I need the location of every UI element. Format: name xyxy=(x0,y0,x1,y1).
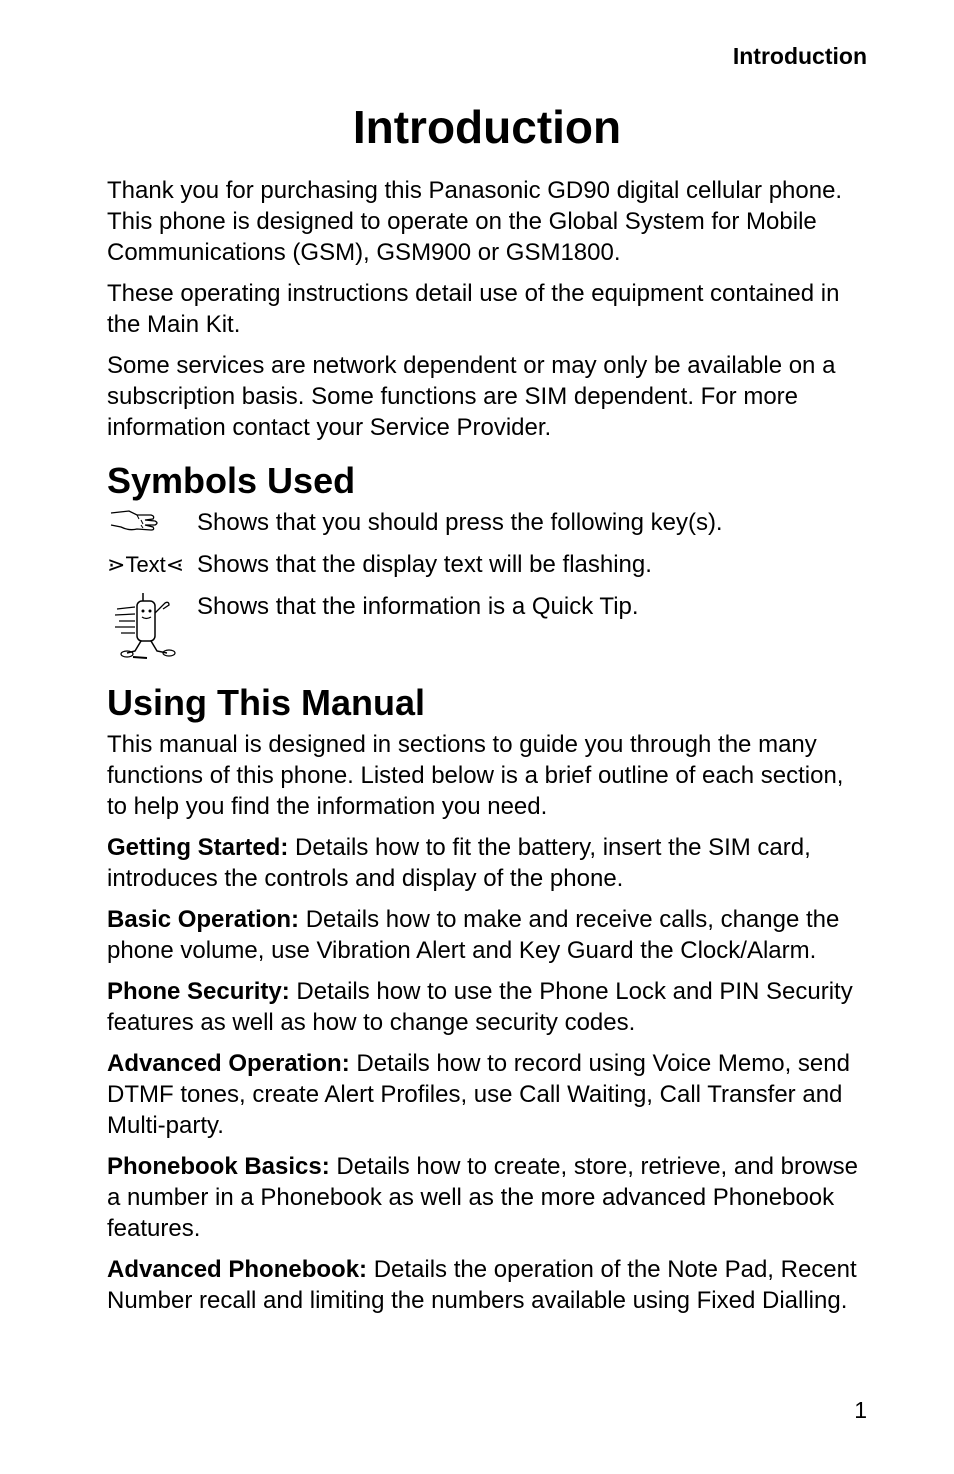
symbol-description: Shows that the display text will be flashing. xyxy=(197,551,652,578)
section-term: Advanced Operation: xyxy=(107,1050,350,1077)
section-description xyxy=(107,1048,867,1141)
symbol-description: Shows that you should press the following key(s). xyxy=(197,509,723,536)
section-desc: Details how to create, store, retrieve, and browse a number in a Phonebook as well as the more advanced Phonebook features. xyxy=(107,1153,858,1242)
section-description xyxy=(107,1254,867,1316)
flashing-text-icon xyxy=(107,549,193,589)
manual-page xyxy=(107,0,867,1474)
section-term: Phonebook Basics: xyxy=(107,1153,330,1180)
page-number: 1 xyxy=(854,1397,867,1423)
symbol-description: Shows that the information is a Quick Tip. xyxy=(197,593,639,620)
section-term: Advanced Phonebook: xyxy=(107,1256,368,1283)
section-description xyxy=(107,1151,867,1244)
section-desc: Details how to make and receive calls, change the phone volume, use Vibration Alert and Key Guard the Clock/Alarm. xyxy=(107,906,840,964)
running-header: Introduction xyxy=(732,43,867,69)
page-title: Introduction xyxy=(352,101,622,153)
symbols-heading: Symbols Used xyxy=(107,460,356,501)
intro-paragraph: Thank you for purchasing this Panasonic GD90 digital cellular phone. This phone is designed to operate on the Global System for Mobile Communications (GSM), GSM900 or GSM1800. xyxy=(107,177,843,266)
section-desc: Details how to fit the battery, insert the SIM card, introduces the controls and display of the phone. xyxy=(107,834,811,892)
section-term: Phone Security: xyxy=(107,978,290,1005)
symbol-row-quick-tip xyxy=(107,591,867,671)
section-desc: Details how to use the Phone Lock and PIN Security features as well as how to change security codes. xyxy=(107,978,853,1036)
section-description xyxy=(107,904,867,966)
manual-heading: Using This Manual xyxy=(107,682,426,723)
quick-tip-phone-icon xyxy=(107,591,193,661)
manual-intro: This manual is designed in sections to guide you through the many functions of this phone. Listed below is a brief outline of each section, to help you find the information you need. xyxy=(107,731,844,820)
flash-mark-left-icon: ⋗ xyxy=(107,552,126,577)
section-term: Getting Started: xyxy=(107,834,289,861)
symbol-row-press-key xyxy=(107,507,867,549)
section-description xyxy=(107,976,867,1038)
section-term: Basic Operation: xyxy=(107,906,300,933)
intro-paragraph: These operating instructions detail use of the equipment contained in the Main Kit. xyxy=(107,280,840,338)
section-description xyxy=(107,832,867,894)
section-desc: Details how to record using Voice Memo, send DTMF tones, create Alert Profiles, use Call Waiting, Call Transfer and Multi-party. xyxy=(107,1050,850,1139)
section-desc: Details the operation of the Note Pad, Recent Number recall and limiting the numbers available using Fixed Dialling. xyxy=(107,1256,857,1314)
intro-paragraph: Some services are network dependent or may only be available on a subscription basis. Some functions are SIM dependent. For more information contact your Service Provider. xyxy=(107,352,836,441)
flash-mark-right-icon: ⋖ xyxy=(165,552,185,577)
flashing-text-label: Text xyxy=(125,552,166,577)
symbol-row-flashing-text xyxy=(107,549,867,591)
pressing-hand-icon xyxy=(107,507,193,547)
page-body xyxy=(107,175,867,1326)
